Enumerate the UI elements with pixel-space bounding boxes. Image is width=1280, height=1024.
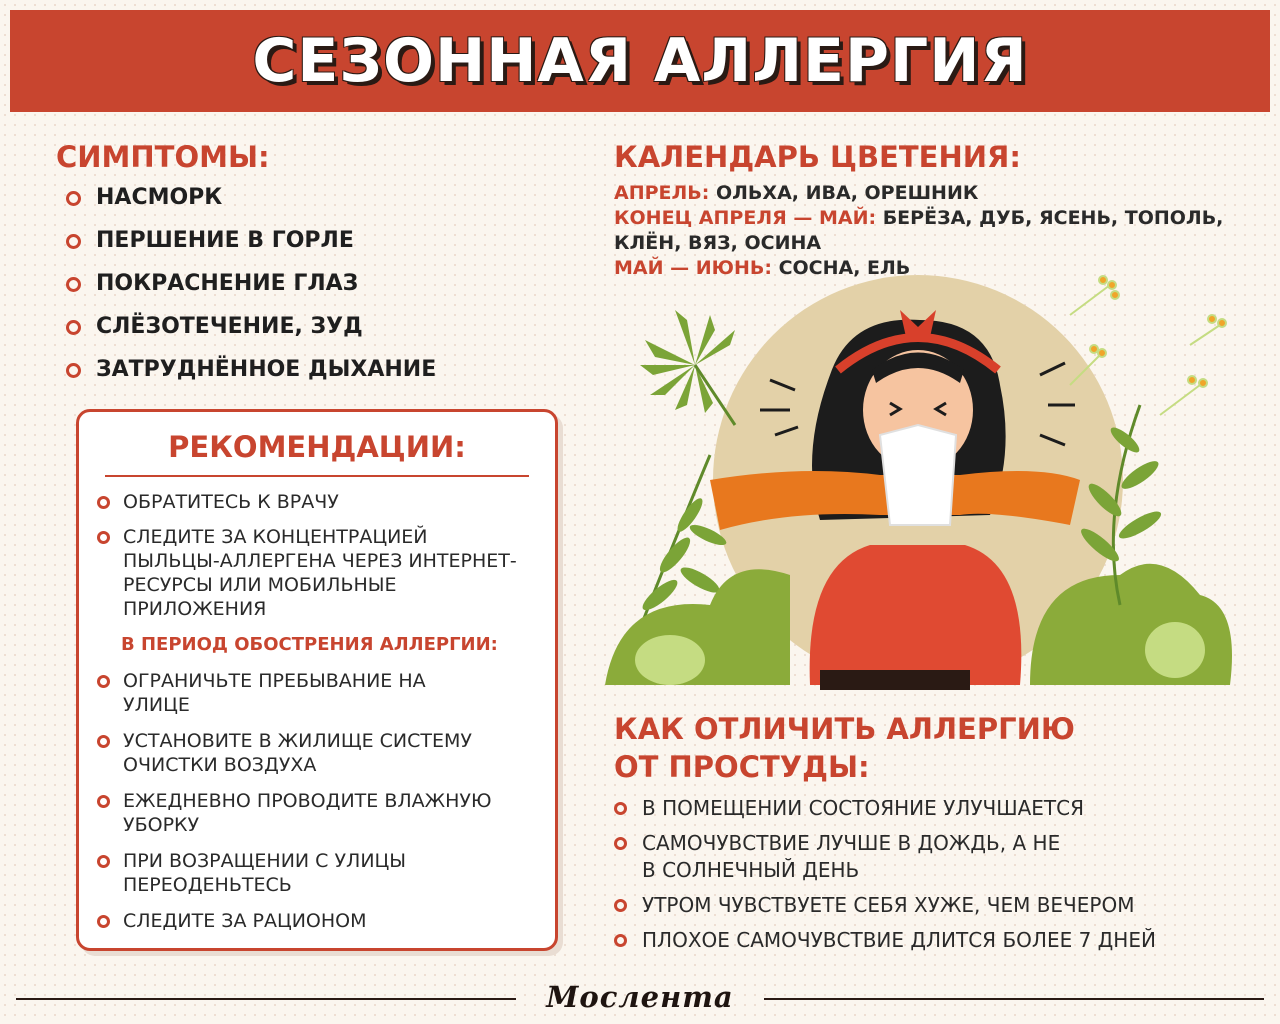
sweater-icon xyxy=(810,545,1022,685)
symptoms-list xyxy=(62,184,436,399)
bullet-icon xyxy=(97,675,110,688)
calendar-month: МАЙ — ИЮНЬ: xyxy=(614,257,772,279)
bullet-icon xyxy=(97,735,110,748)
symptoms-heading: СИМПТОМЫ: xyxy=(56,140,270,174)
sneezing-girl-illustration xyxy=(600,275,1260,700)
recommendation-item: СЛЕДИТЕ ЗА РАЦИОНОМ xyxy=(97,909,537,933)
symptom-item: ПОКРАСНЕНИЕ ГЛАЗ xyxy=(62,270,436,313)
exacerbation-subheading: В ПЕРИОД ОБОСТРЕНИЯ АЛЛЕРГИИ: xyxy=(121,634,498,655)
difference-heading-line2: ОТ ПРОСТУДЫ: xyxy=(614,750,870,784)
bullet-icon xyxy=(66,363,81,378)
bullet-icon xyxy=(97,915,110,928)
calendar-month: АПРЕЛЬ: xyxy=(614,182,710,204)
bullet-icon xyxy=(66,277,81,292)
recommendation-item: ЕЖЕДНЕВНО ПРОВОДИТЕ ВЛАЖНУЮ УБОРКУ xyxy=(97,789,553,837)
leaf-icon xyxy=(635,635,705,685)
recommendations-heading: РЕКОМЕНДАЦИИ: xyxy=(168,430,466,464)
symptom-item: НАСМОРК xyxy=(62,184,436,227)
difference-list xyxy=(614,795,1254,954)
bullet-icon xyxy=(97,531,110,544)
recommendation-item: СЛЕДИТЕ ЗА КОНЦЕНТРАЦИЕЙ ПЫЛЬЦЫ-АЛЛЕРГЕНА ЧЕРЕЗ ИНТЕРНЕТ-РЕСУРСЫ ИЛИ МОБИЛЬНЫЕ ПРИЛОЖЕНИЯ xyxy=(97,525,527,621)
page-title: СЕЗОННАЯ АЛЛЕРГИЯ xyxy=(252,26,1028,96)
pants-icon xyxy=(820,670,970,690)
recommendation-item: ОГРАНИЧЬТЕ ПРЕБЫВАНИЕ НА УЛИЦЕ xyxy=(97,669,453,717)
recommendations-box xyxy=(76,409,558,951)
bullet-icon xyxy=(97,496,110,509)
leaf-icon xyxy=(1145,622,1205,678)
difference-heading xyxy=(614,710,1075,786)
recommendation-item: ПРИ ВОЗРАЩЕНИИ С УЛИЦЫ ПЕРЕОДЕНЬТЕСЬ xyxy=(97,849,473,897)
calendar-heading: КАЛЕНДАРЬ ЦВЕТЕНИЯ: xyxy=(614,140,1021,174)
palm-leaf-icon xyxy=(640,310,735,425)
divider xyxy=(105,475,529,477)
mostlenta-logo: Мослента xyxy=(546,980,734,1014)
difference-heading-line1: КАК ОТЛИЧИТЬ АЛЛЕРГИЮ xyxy=(614,712,1075,746)
calendar-plants: СОСНА, ЕЛЬ xyxy=(778,257,911,279)
bullet-icon xyxy=(66,320,81,335)
exacerbation-list xyxy=(97,669,537,933)
recommendations-list xyxy=(97,490,527,621)
footer-divider xyxy=(16,998,516,1000)
calendar-plants: ОЛЬХА, ИВА, ОРЕШНИК xyxy=(716,182,979,204)
bullet-icon xyxy=(66,234,81,249)
recommendation-item: УСТАНОВИТЕ В ЖИЛИЩЕ СИСТЕМУ ОЧИСТКИ ВОЗДУХА xyxy=(97,729,533,777)
calendar-plants: БЕРЁЗА, ДУБ, ЯСЕНЬ, ТОПОЛЬ, КЛЁН, ВЯЗ, ОСИНА xyxy=(614,207,1224,254)
calendar-entry xyxy=(614,181,1254,206)
title-banner xyxy=(10,10,1270,112)
difference-item: УТРОМ ЧУВСТВУЕТЕ СЕБЯ ХУЖЕ, ЧЕМ ВЕЧЕРОМ xyxy=(614,892,1254,919)
symptom-item: СЛЁЗОТЕЧЕНИЕ, ЗУД xyxy=(62,313,436,356)
bullet-icon xyxy=(614,802,627,815)
bloom-calendar xyxy=(614,181,1254,281)
symptom-item: ЗАТРУДНЁННОЕ ДЫХАНИЕ xyxy=(62,356,436,399)
difference-item: САМОЧУВСТВИЕ ЛУЧШЕ В ДОЖДЬ, А НЕ В СОЛНЕЧНЫЙ ДЕНЬ xyxy=(614,830,1062,884)
tissue-icon xyxy=(880,425,956,525)
calendar-month: КОНЕЦ АПРЕЛЯ — МАЙ: xyxy=(614,207,877,229)
bullet-icon xyxy=(66,191,81,206)
footer-divider xyxy=(764,998,1264,1000)
bullet-icon xyxy=(97,795,110,808)
symptom-item: ПЕРШЕНИЕ В ГОРЛЕ xyxy=(62,227,436,270)
bullet-icon xyxy=(97,855,110,868)
bullet-icon xyxy=(614,837,627,850)
difference-item: В ПОМЕЩЕНИИ СОСТОЯНИЕ УЛУЧШАЕТСЯ xyxy=(614,795,1254,822)
bullet-icon xyxy=(614,934,627,947)
calendar-entry xyxy=(614,206,1244,256)
recommendation-item: ОБРАТИТЕСЬ К ВРАЧУ xyxy=(97,490,527,514)
bullet-icon xyxy=(614,899,627,912)
difference-item: ПЛОХОЕ САМОЧУВСТВИЕ ДЛИТСЯ БОЛЕЕ 7 ДНЕЙ xyxy=(614,927,1254,954)
